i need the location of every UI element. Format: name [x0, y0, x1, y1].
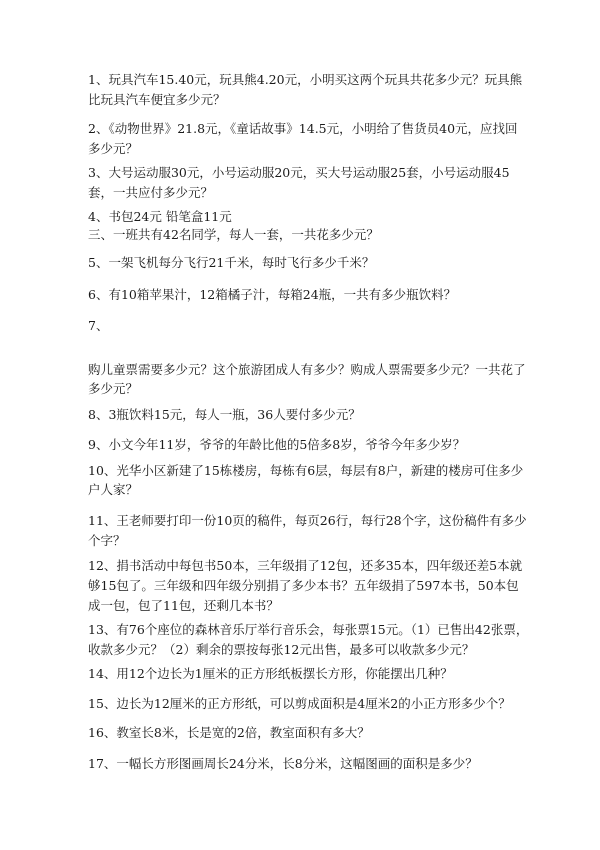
- q1-line-2: 比玩具汽车便宜多少元？: [88, 92, 226, 107]
- q11-line-2: 个字？: [88, 533, 126, 548]
- q11-line-1: 11、王老师要打印一份10页的稿件，每页26行，每行28个字，这份稿件有多少: [88, 513, 527, 528]
- q6-line: 6、有10箱苹果汁，12箱橘子汁，每箱24瓶，一共有多少瓶饮料？: [88, 287, 457, 302]
- q10-line-2: 户人家？: [88, 482, 139, 497]
- q9-line: 9、小文今年11岁，爷爷的年龄比他的5倍多8岁，爷爷今年多少岁？: [88, 437, 466, 452]
- q3-line-1: 3、大号运动服30元，小号运动服20元，买大号运动服25套，小号运动服45: [88, 165, 510, 180]
- q5-line: 5、一架飞机每分飞行21千米，每时飞行多少千米？: [88, 255, 375, 270]
- q12-line-3: 成一包，包了11包，还剩几本书？: [88, 598, 279, 613]
- q4-line: 4、书包24元 铅笔盒11元: [88, 209, 232, 224]
- q10-line-1: 10、光华小区新建了15栋楼房，每栋有6层，每层有8户，新建的楼房可住多少: [88, 463, 524, 478]
- q14-line: 14、用12个边长为1厘米的正方形纸板摆长方形，你能摆出几种？: [88, 666, 453, 681]
- q3-line-2: 套，一共应付多少元？: [88, 185, 214, 200]
- q12-line-2: 够15包了。三年级和四年级分别捐了多少本书？五年级捐了597本书，50本包: [88, 578, 519, 593]
- q17-line: 17、一幅长方形图画周长24分米，长8分米，这幅图画的面积是多少？: [88, 756, 478, 771]
- q8-line: 8、3瓶饮料15元，每人一瓶，36人要付多少元？: [88, 407, 361, 422]
- q13-line-1: 13、有76个座位的森林音乐厅举行音乐会，每张票15元。（1）已售出42张票，: [88, 622, 528, 637]
- q16-line: 16、教室长8米，长是宽的2倍，教室面积有多大？: [88, 725, 370, 740]
- q15-line: 15、边长为12厘米的正方形纸，可以剪成面积是4厘米2的小正方形多少个？: [88, 696, 511, 711]
- q2-line-1: 2、《动物世界》21.8元，《童话故事》14.5元，小明给了售货员40元，应找回: [88, 121, 518, 136]
- q13-line-2: 收款多少元？（2）剩余的票按每张12元出售，最多可以收款多少元？: [88, 642, 475, 657]
- q7-line-1: 购儿童票需要多少元？这个旅游团成人有多少？购成人票需要多少元？一共花了: [88, 362, 526, 377]
- q7-line-2: 多少元？: [88, 381, 139, 396]
- q12-line-1: 12、捐书活动中每包书50本，三年级捐了12包，还多35本，四年级还差5本就: [88, 558, 523, 573]
- q1-line-1: 1、玩具汽车15.40元，玩具熊4.20元，小明买这两个玩具共花多少元？玩具熊: [88, 72, 523, 87]
- section-three-line: 三、一班共有42名同学，每人一套，一共花多少元？: [88, 227, 379, 242]
- q2-line-2: 多少元？: [88, 141, 139, 156]
- q7-label: 7、: [88, 318, 109, 333]
